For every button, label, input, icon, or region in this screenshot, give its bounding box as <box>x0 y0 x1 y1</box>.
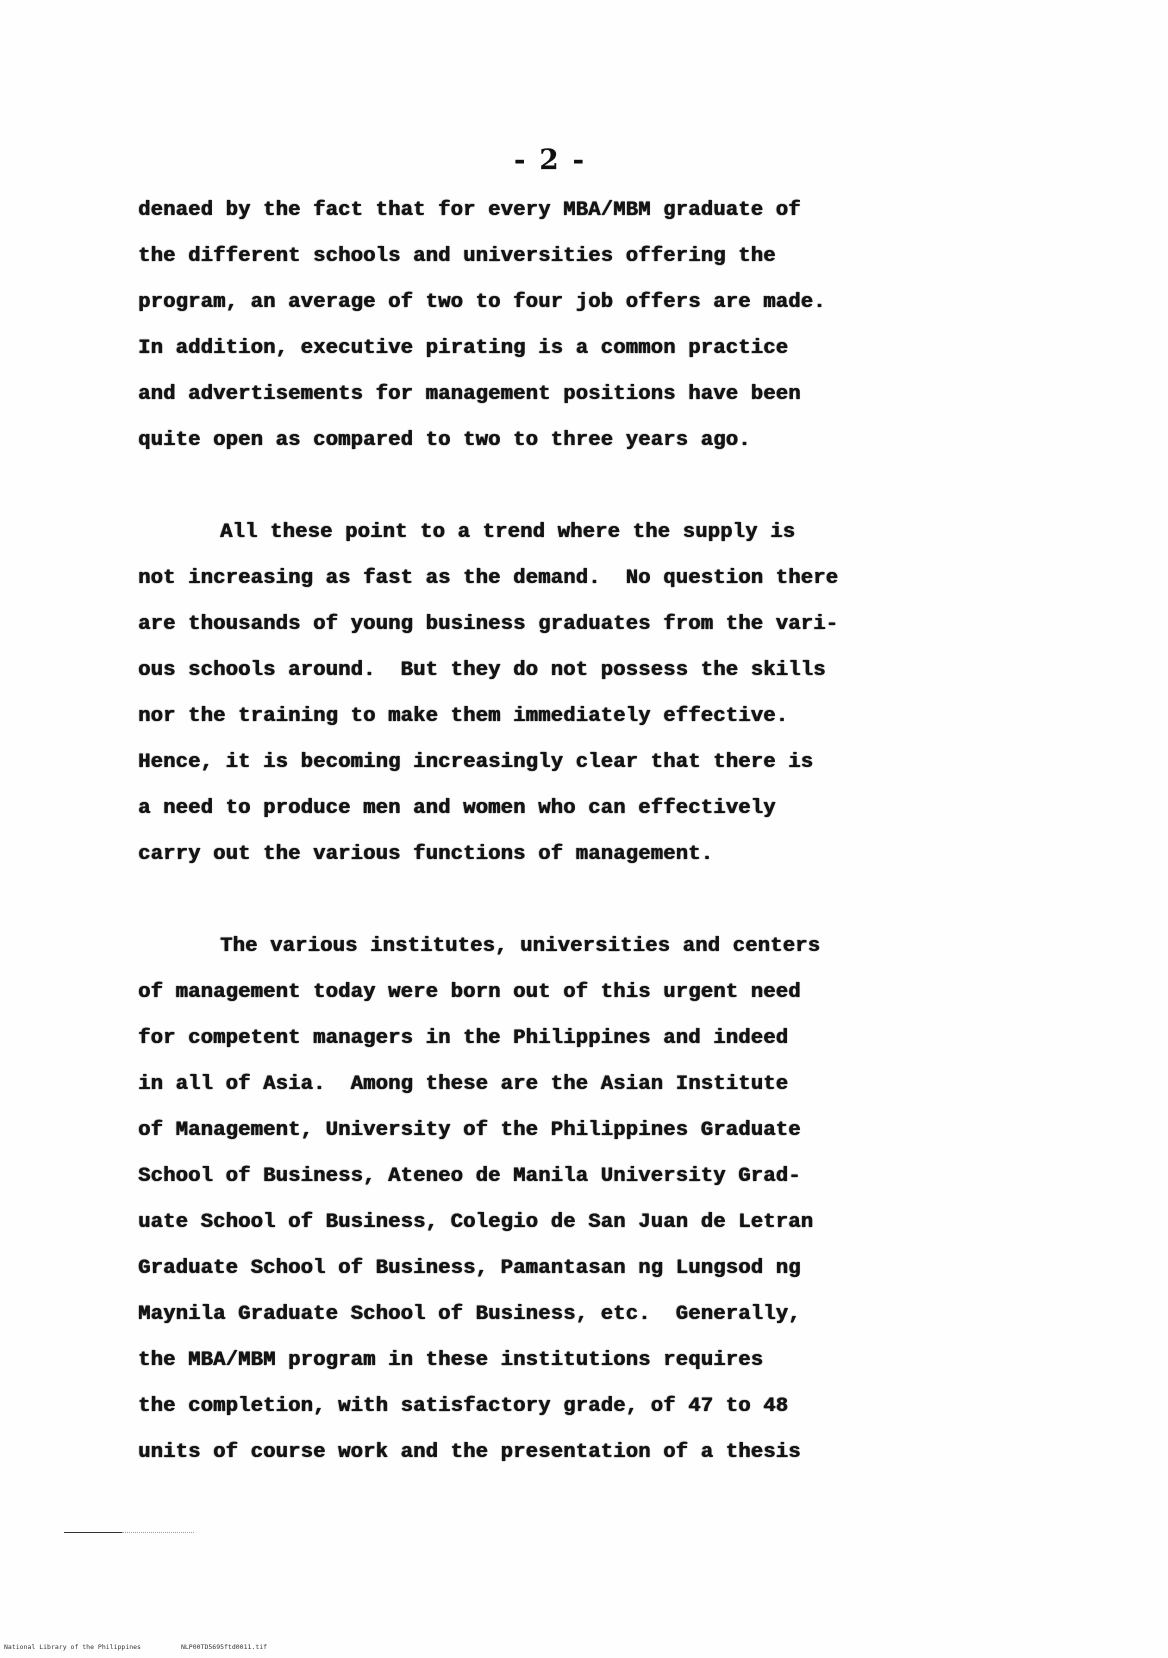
text-line: and advertisements for management positions have been <box>138 383 801 406</box>
text-line: the MBA/MBM program in these institutions requires <box>138 1349 764 1372</box>
footnote-rule <box>64 1532 122 1533</box>
text-line: denaed by the fact that for every MBA/MBM graduate of <box>138 199 801 222</box>
paragraph-2 <box>138 510 918 878</box>
paragraph-3 <box>138 924 918 1476</box>
text-line: the completion, with satisfactory grade, of 47 to 48 <box>138 1395 789 1418</box>
text-line: program, an average of two to four job offers are made. <box>138 291 826 314</box>
text-line: for competent managers in the Philippines and indeed <box>138 1027 789 1050</box>
text-line: not increasing as fast as the demand. No question there <box>138 567 839 590</box>
text-line: a need to produce men and women who can effectively <box>138 797 776 820</box>
text-line: The various institutes, universities and centers <box>220 935 821 958</box>
text-line: Graduate School of Business, Pamantasan ng Lungsod ng <box>138 1257 801 1280</box>
paragraph-1 <box>138 188 918 464</box>
text-line: nor the training to make them immediately effective. <box>138 705 789 728</box>
text-line: units of course work and the presentation of a thesis <box>138 1441 801 1464</box>
body-text <box>138 188 918 1476</box>
text-line: School of Business, Ateneo de Manila University Grad- <box>138 1165 801 1188</box>
text-line: Hence, it is becoming increasingly clear that there is <box>138 751 814 774</box>
text-line: of management today were born out of this urgent need <box>138 981 801 1004</box>
text-line: in all of Asia. Among these are the Asian Institute <box>138 1073 789 1096</box>
text-line: quite open as compared to two to three years ago. <box>138 429 751 452</box>
text-line: Maynila Graduate School of Business, etc. Generally, <box>138 1303 801 1326</box>
footer-library-label: National Library of the Philippines <box>4 1643 141 1651</box>
text-line: uate School of Business, Colegio de San Juan de Letran <box>138 1211 814 1234</box>
text-line: ous schools around. But they do not possess the skills <box>138 659 826 682</box>
footer-file-id: NLP00TD5695ftd0011.tif <box>180 1643 268 1651</box>
scan-footer <box>4 1643 267 1651</box>
text-line: the different schools and universities offering the <box>138 245 776 268</box>
text-line: All these point to a trend where the supply is <box>220 521 796 544</box>
text-line: of Management, University of the Philippines Graduate <box>138 1119 801 1142</box>
text-line: carry out the various functions of management. <box>138 843 714 866</box>
page-number: - 2 - <box>513 143 587 176</box>
text-line: In addition, executive pirating is a common practice <box>138 337 789 360</box>
text-line: are thousands of young business graduates from the vari- <box>138 613 839 636</box>
